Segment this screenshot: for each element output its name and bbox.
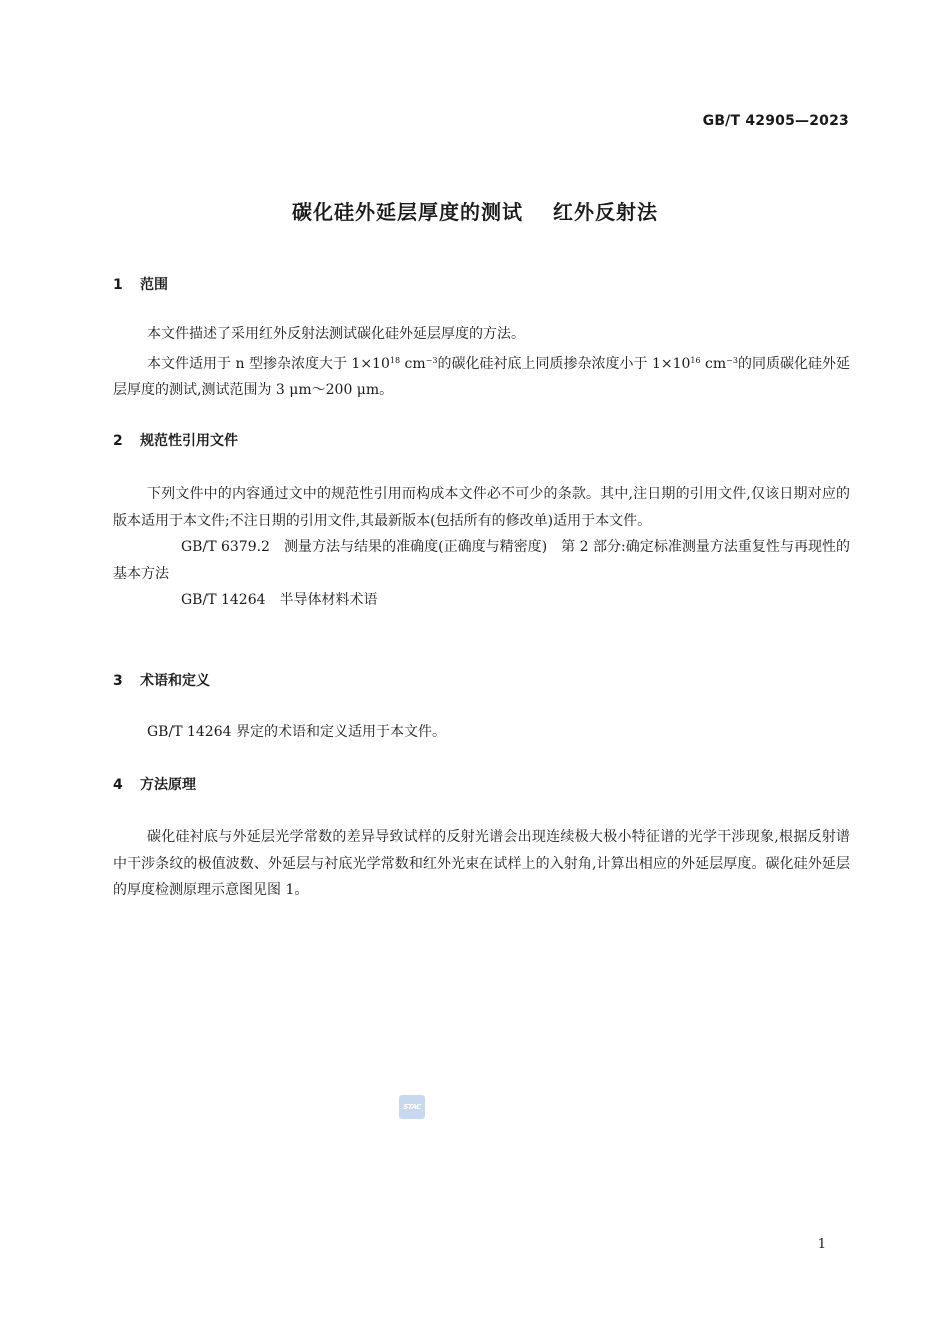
section-terms-definitions-body <box>113 719 850 746</box>
section-method-principle <box>113 775 850 795</box>
document-title <box>0 196 950 225</box>
paragraph: 下列文件中的内容通过文中的规范性引用而构成本文件必不可少的条款。其中,注日期的引用文件,仅该日期对应的版本适用于本文件;不注日期的引用文件,其最新版本(包括所有的修改单)适用于本文件。 <box>113 486 850 529</box>
paragraph: 本文件适用于 n 型掺杂浓度大于 $1\times 10^{18}$ $cm^{-3}$的碳化硅衬底上同质掺杂浓度小于 $1\times 10^{16}$ $cm^{-3}$的同质碳化硅外延层厚度的测试,测试范围为 3 μm～200 μm。 <box>113 355 850 398</box>
section-normative-references-body <box>113 481 850 614</box>
section-method-principle-body <box>113 824 850 904</box>
section-heading: 3 术语和定义 <box>113 673 210 689</box>
paragraph: 碳化硅衬底与外延层光学常数的差异导致试样的反射光谱会出现连续极大极小特征谱的光学干涉现象,根据反射谱中干涉条纹的极值波数、外延层与衬底光学常数和红外光束在试样上的入射角,计算出相应的外延层厚度。碳化硅外延层的厚度检测原理示意图见图 1。 <box>113 829 850 898</box>
section-heading: 2 规范性引用文件 <box>113 433 238 449</box>
section-scope <box>113 275 850 295</box>
paragraph: 本文件描述了采用红外反射法测试碳化硅外延层厚度的方法。 <box>147 326 525 342</box>
title-part-1: 碳化硅外延层厚度的测试 <box>292 200 523 224</box>
title-part-2: 红外反射法 <box>553 200 658 224</box>
standard-code: GB/T 42905—2023 <box>702 113 849 129</box>
section-scope-body <box>113 321 850 404</box>
section-heading: 1 范围 <box>113 277 168 293</box>
section-heading: 4 方法原理 <box>113 777 196 793</box>
watermark-logo: STAC <box>399 1095 425 1119</box>
section-terms-definitions <box>113 671 850 691</box>
reference-item: GB/T 6379.2 测量方法与结果的准确度(正确度与精密度) 第 2 部分:确定标准测量方法重复性与再现性的基本方法 <box>113 539 850 582</box>
reference-item: GB/T 14264 半导体材料术语 <box>181 592 378 608</box>
section-normative-references <box>113 431 850 451</box>
page-number: 1 <box>817 1237 826 1252</box>
paragraph: GB/T 14264 界定的术语和定义适用于本文件。 <box>147 724 446 740</box>
